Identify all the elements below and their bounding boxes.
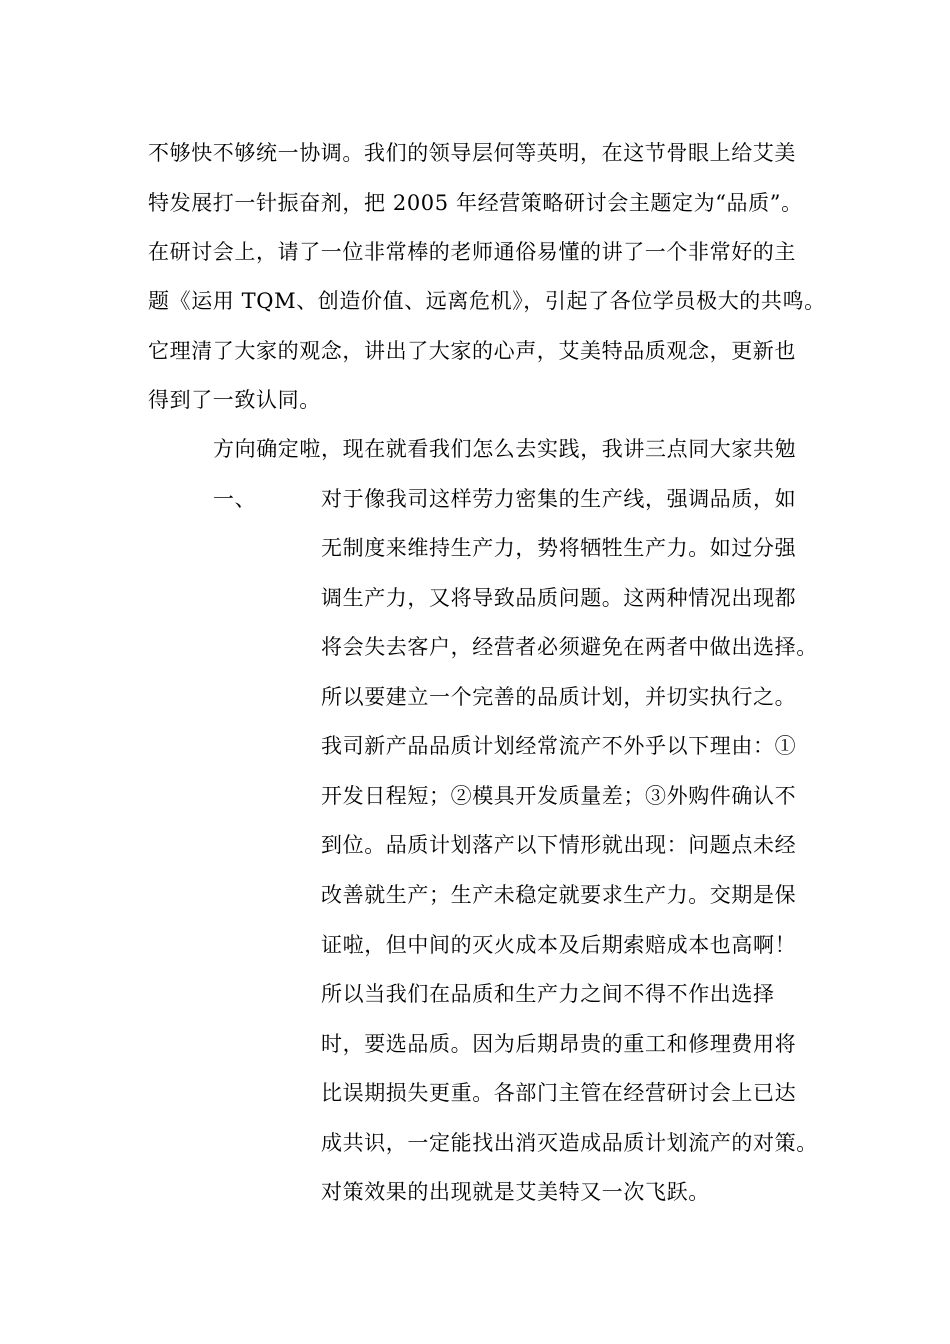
point-1-line-6: 我司新产品品质计划经常流产不外乎以下理由：① (321, 734, 797, 758)
point-1-line-5: 所以要建立一个完善的品质计划，并切实执行之。 (321, 685, 797, 709)
point-1-line-3: 调生产力，又将导致品质问题。这两种情况出现都 (321, 586, 797, 610)
paragraph-1-line-4: 题《运用 TQM、创造价值、远离危机》，引起了各位学员极大的共鸣。 (148, 289, 826, 313)
paragraph-2-text: 方向确定啦，现在就看我们怎么去实践，我讲三点同大家共勉 (213, 437, 797, 461)
paragraph-1-line-1: 不够快不够统一协调。我们的领导层何等英明，在这节骨眼上给艾美 (148, 141, 796, 165)
point-1-line-10: 证啦，但中间的灭火成本及后期索赔成本也高啊！ (321, 933, 797, 957)
point-1-line-13: 比误期损失更重。各部门主管在经营研讨会上已达 (321, 1081, 797, 1105)
paragraph-1-line-2: 特发展打一针振奋剂，把 2005 年经营策略研讨会主题定为“品质”。 (148, 191, 803, 215)
paragraph-1-line-6: 得到了一致认同。 (148, 388, 321, 412)
paragraph-1-line-3: 在研讨会上，请了一位非常棒的老师通俗易懂的讲了一个非常好的主 (148, 240, 796, 264)
point-1-line-14: 成共识，一定能找出消灭造成品质计划流产的对策。 (321, 1131, 818, 1155)
point-1-line-11: 所以当我们在品质和生产力之间不得不作出选择 (321, 982, 775, 1006)
point-1-marker: 一、 (213, 487, 257, 511)
point-1-line-1: 对于像我司这样劳力密集的生产线，强调品质，如 (321, 487, 797, 511)
point-1-line-9: 改善就生产；生产未稳定就要求生产力。交期是保 (321, 883, 797, 907)
paragraph-1-line-5: 它理清了大家的观念，讲出了大家的心声，艾美特品质观念，更新也 (148, 339, 796, 363)
point-1-line-8: 到位。品质计划落产以下情形就出现：问题点未经 (321, 833, 797, 857)
point-1-line-4: 将会失去客户，经营者必须避免在两者中做出选择。 (321, 635, 818, 659)
point-1-line-15: 对策效果的出现就是艾美特又一次飞跃。 (321, 1180, 710, 1204)
point-1-line-2: 无制度来维持生产力，势将牺牲生产力。如过分强 (321, 536, 797, 560)
point-1-line-7: 开发日程短；②模具开发质量差；③外购件确认不 (321, 784, 797, 808)
point-1-line-12: 时，要选品质。因为后期昂贵的重工和修理费用将 (321, 1032, 797, 1056)
